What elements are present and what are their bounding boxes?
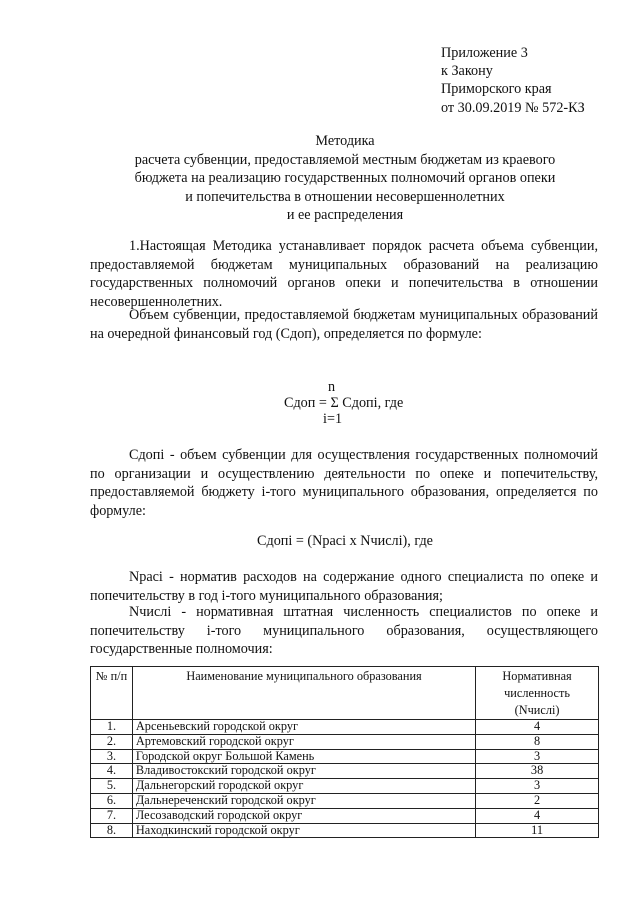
table-row: [91, 734, 599, 749]
table-row: [91, 720, 599, 735]
table-header-row: [91, 667, 599, 720]
row-municipality: Владивостокский городской округ: [132, 764, 475, 779]
table-row: [91, 779, 599, 794]
row-municipality: Городской округ Большой Камень: [132, 749, 475, 764]
row-staff-count: 3: [476, 779, 599, 794]
row-number: 8.: [91, 823, 133, 838]
row-staff-count: 38: [476, 764, 599, 779]
row-staff-count: 4: [476, 808, 599, 823]
staffing-table: [90, 666, 599, 838]
row-municipality: Арсеньевский городской округ: [132, 720, 475, 735]
row-staff-count: 11: [476, 823, 599, 838]
column-header-name: Наименование муниципального образования: [132, 667, 475, 720]
paragraph-3: Сдопi - объем субвенции для осуществления государственных полномочий по организации и осуществлению деятельности по опеке и попечительству, предоставляемой бюджету i-того муниципального образования, определяется по формуле:: [90, 447, 598, 519]
column-header-number: № п/п: [91, 667, 133, 720]
formula-sum-main: Сдоп = Σ Сдопi, где: [284, 395, 404, 411]
table-row: [91, 749, 599, 764]
title-line: расчета субвенции, предоставляемой местным бюджетам из краевого: [134, 151, 556, 168]
formula-sum-lower: i=1: [323, 411, 343, 427]
paragraph-1: 1.Настоящая Методика устанавливает порядок расчета объема субвенции, предоставляемой бюджетам муниципальных образований на реализацию государственных полномочий органов опеки и попечительства в отношении несовершеннолетних.: [90, 238, 598, 310]
appendix-line: к Закону: [441, 63, 493, 80]
title-line: и ее распределения: [286, 207, 404, 224]
column-header-value-line: Нормативная: [502, 669, 572, 683]
row-number: 6.: [91, 793, 133, 808]
row-number: 5.: [91, 779, 133, 794]
formula-individual: Сдопi = (Nрасi x Nчислi), где: [257, 533, 433, 549]
row-staff-count: 3: [476, 749, 599, 764]
row-number: 3.: [91, 749, 133, 764]
table-row: [91, 808, 599, 823]
row-staff-count: 4: [476, 720, 599, 735]
row-municipality: Артемовский городской округ: [132, 734, 475, 749]
row-staff-count: 8: [476, 734, 599, 749]
table-row: [91, 823, 599, 838]
row-municipality: Дальнегорский городской округ: [132, 779, 475, 794]
row-municipality: Дальнереченский городской округ: [132, 793, 475, 808]
paragraph-2: Объем субвенции, предоставляемой бюджетам муниципальных образований на очередной финансовый год (Сдоп), определяется по формуле:: [90, 307, 598, 342]
formula-sum-upper: n: [328, 379, 336, 395]
appendix-line: от 30.09.2019 № 572-КЗ: [441, 99, 585, 116]
row-number: 4.: [91, 764, 133, 779]
row-staff-count: 2: [476, 793, 599, 808]
column-header-value: [476, 667, 599, 720]
document-title: [90, 132, 600, 225]
appendix-line: Приложение 3: [441, 45, 528, 61]
column-header-value-line: (Nчислi): [514, 703, 560, 717]
title-line: и попечительства в отношении несовершеннолетних: [185, 188, 505, 205]
paragraph-4: Nрасi - норматив расходов на содержание одного специалиста по опеке и попечительству в год i-того муниципального образования;: [90, 569, 598, 604]
table-row: [91, 764, 599, 779]
row-number: 7.: [91, 808, 133, 823]
appendix-line: Приморского края: [441, 81, 552, 98]
row-municipality: Находкинский городской округ: [132, 823, 475, 838]
title-line: Методика: [315, 133, 375, 149]
title-line: бюджета на реализацию государственных полномочий органов опеки: [134, 170, 556, 187]
row-number: 1.: [91, 720, 133, 735]
row-municipality: Лесозаводский городской округ: [132, 808, 475, 823]
table-row: [91, 793, 599, 808]
paragraph-5: Nчислi - нормативная штатная численность специалистов по опеке и попечительству i-того муниципального образования, осуществляющего государственные полномочия:: [90, 604, 598, 658]
column-header-value-line: численность: [504, 686, 570, 700]
row-number: 2.: [91, 734, 133, 749]
appendix-header: [441, 44, 585, 117]
